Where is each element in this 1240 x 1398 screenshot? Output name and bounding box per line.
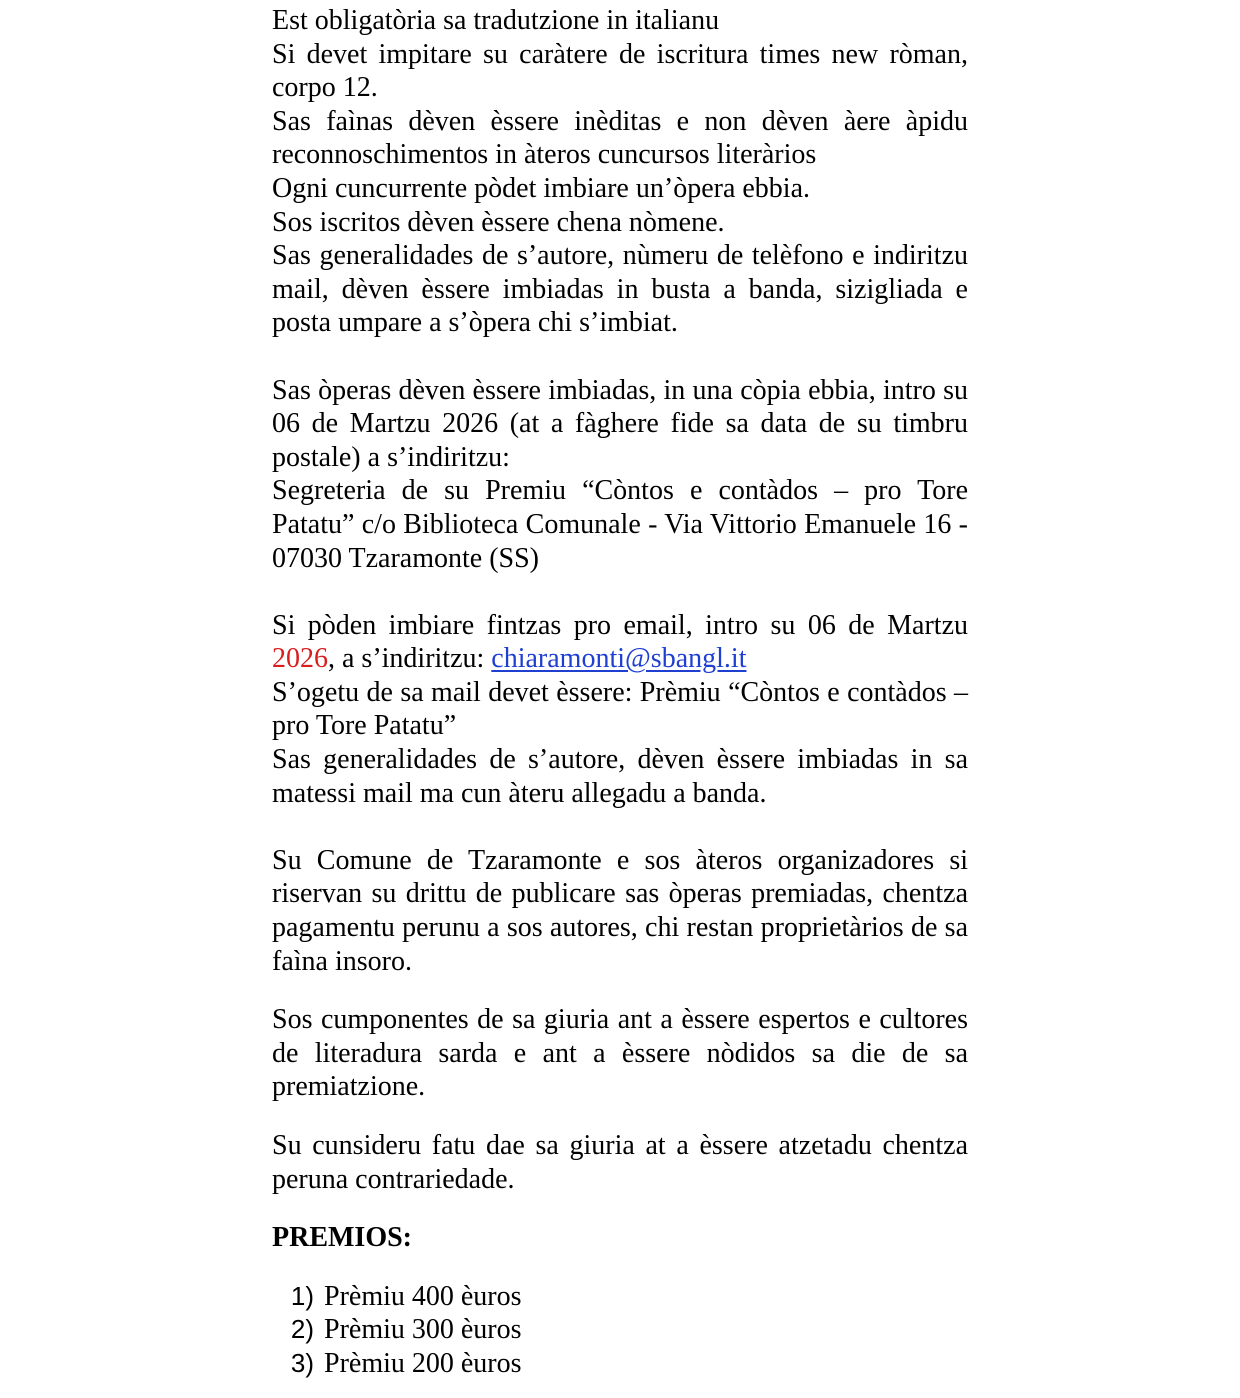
email-link[interactable]: chiaramonti@sbangl.it (491, 643, 747, 675)
jury-info: Sos cumponentes de sa giuria ant a èssere espertos e cultores de literadura sarda e ant a èssere nòdidos sa die de sa premiatzione. (272, 1004, 968, 1103)
postal-address: Segreteria de su Premiu “Còntos e contàdos – pro Tore Patatu” c/o Biblioteca Comunale - Via Vittorio Emanuele 16 - 07030 Tzaramonte (SS) (272, 475, 968, 574)
rule-unpublished: Sas faìnas dèven èssere inèditas e non dèven àere àpidu reconnoschimentos in àteros cuncursos literàrios (272, 105, 968, 171)
jury-verdict: Su cunsideru fatu dae sa giuria at a èssere atzetadu chentza peruna contrariedade. (272, 1130, 968, 1195)
prize-item (272, 1313, 968, 1347)
rule-author-details: Sas generalidades de s’autore, nùmeru de telèfono e indiritzu mail, dèven èssere imbiadas in busta a banda, sizigliada e posta umpare a s’òpera chi s’imbiat. (272, 240, 968, 339)
rule-one-work: Ogni cuncurrente pòdet imbiare un’òpera ebbia. (272, 172, 811, 204)
prize-label: Prèmiu 200 èuros (324, 1347, 522, 1379)
prize-item (272, 1347, 968, 1381)
email-year: 2026 (272, 643, 328, 675)
prize-number: 3) (290, 1347, 314, 1378)
document-page (272, 4, 968, 1381)
prize-number: 2) (290, 1314, 314, 1345)
email-subject: S’ogetu de sa mail devet èssere: Prèmiu “Còntos e contàdos – pro Tore Patatu” (272, 676, 968, 742)
prizes-list (272, 1280, 968, 1381)
rule-anonymous: Sos iscritos dèven èssere chena nòmene. (272, 206, 725, 238)
rule-font: Si devet impitare su caràtere de iscritura times new ròman, corpo 12. (272, 38, 968, 104)
email-author-info: Sas generalidades de s’autore, dèven èssere imbiadas in sa matessi mail ma cun àteru allegadu a banda. (272, 744, 968, 809)
prize-label: Prèmiu 400 èuros (324, 1280, 522, 1312)
postal-instructions: Sas òperas dèven èssere imbiadas, in una còpia ebbia, intro su 06 de Martzu 2026 (at a fàghere fide sa data de su timbru postale) a s’indiritzu: (272, 374, 968, 473)
rule-translation: Est obligatòria sa tradutzione in italianu (272, 5, 720, 36)
prize-label: Prèmiu 300 èuros (324, 1314, 522, 1346)
email-instructions (272, 609, 968, 676)
publication-rights: Su Comune de Tzaramonte e sos àteros organizadores si riservan su drittu de publicare sas òperas premiadas, chentza pagamentu perunu a sos autores, chi restan proprietàrios de sa faìna insoro. (272, 844, 968, 977)
email-text-mid: , a s’indiritzu: (328, 643, 492, 675)
prize-number: 1) (290, 1280, 314, 1311)
prizes-heading: PREMIOS: (272, 1222, 412, 1254)
email-text-before: Si pòden imbiare fintzas pro email, intro su 06 de Martzu (272, 609, 968, 641)
prize-item (272, 1280, 968, 1314)
